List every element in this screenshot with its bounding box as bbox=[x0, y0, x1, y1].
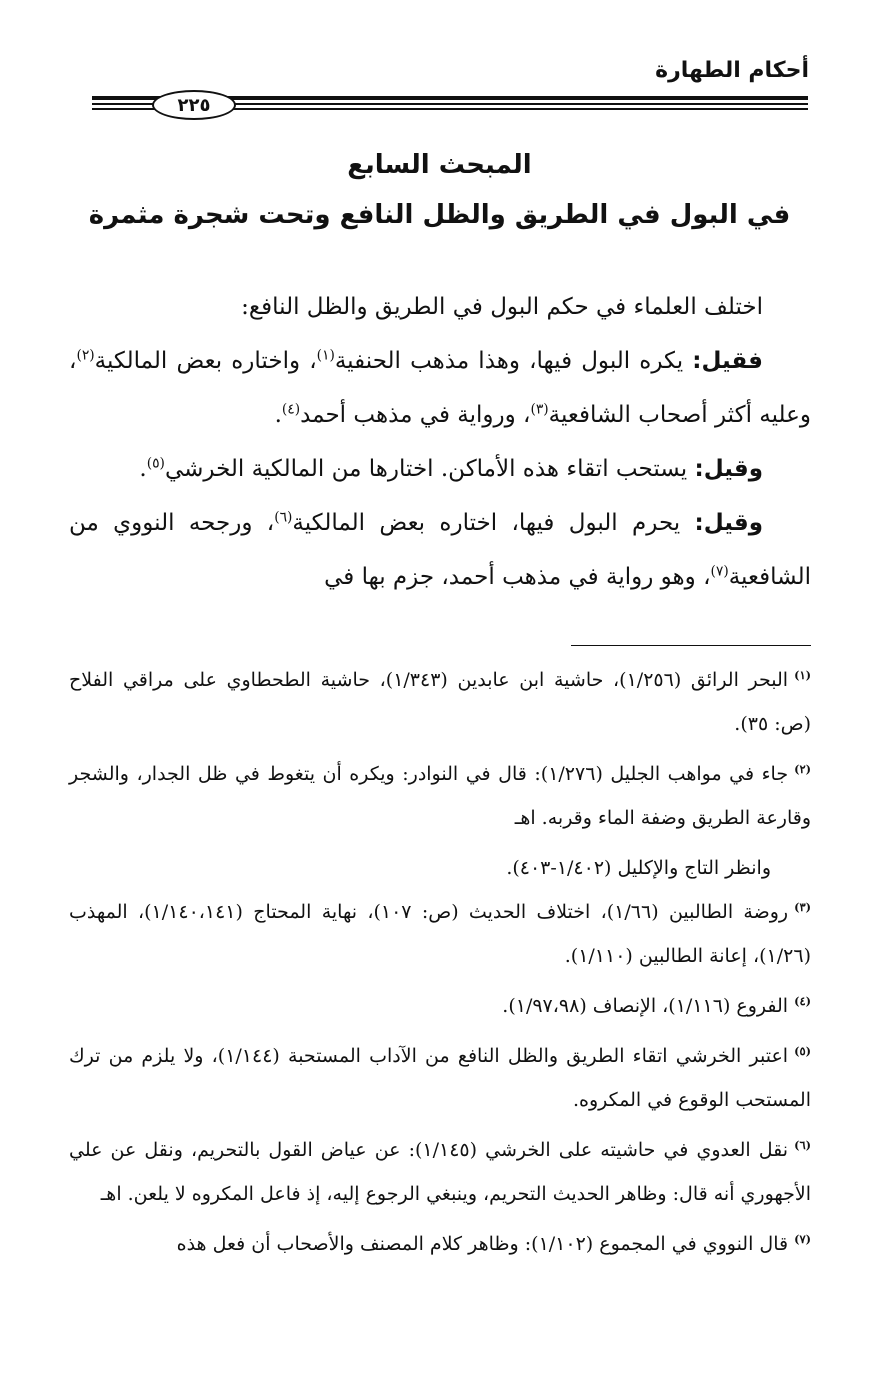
footnote-number: (٣) bbox=[794, 899, 811, 914]
footnote-number: (٤) bbox=[794, 993, 811, 1008]
body-text bbox=[69, 280, 811, 604]
opinion-one-text-d: ، ورواية في مذهب أحمد bbox=[300, 402, 531, 428]
opinion-one-paragraph bbox=[69, 334, 811, 442]
footnote-number: (٧) bbox=[794, 1231, 811, 1246]
footnote-5 bbox=[69, 1034, 811, 1122]
opinion-one-text-a: يكره البول فيها، وهذا مذهب الحنفية bbox=[334, 348, 693, 374]
running-title: أحكام الطهارة bbox=[655, 58, 809, 83]
footnote-text: روضة الطالبين (١/٦٦)، اختلاف الحديث (ص: ١٠٧)، نهاية المحتاج (١/١٤٠،١٤١)، المهذب (١/٢٦)، إعانة الطالبين (١/١١٠). bbox=[69, 901, 811, 967]
footnote-number: (١) bbox=[794, 667, 811, 682]
opinion-two-paragraph bbox=[69, 442, 811, 496]
footnote-2-continuation: وانظر التاج والإكليل (١/٤٠٢-٤٠٣). bbox=[506, 857, 771, 879]
footnote-separator bbox=[571, 645, 811, 646]
section-number-title: المبحث السابع bbox=[347, 150, 532, 180]
opinion-three-text-c: ، وهو رواية في مذهب أحمد، جزم بها في bbox=[324, 564, 711, 590]
opinion-two-text: يستحب اتقاء هذه الأماكن. اختارها من المالكية الخرشي bbox=[164, 456, 695, 482]
opinion-three-text-a: يحرم البول فيها، اختاره بعض المالكية bbox=[292, 510, 695, 536]
footnote-marker: (٢) bbox=[76, 347, 95, 364]
footnote-number: (٥) bbox=[794, 1043, 811, 1058]
footnote-marker: (٤) bbox=[281, 401, 301, 418]
footnote-marker: (٣) bbox=[530, 401, 549, 418]
footnote-text: قال النووي في المجموع (١/١٠٢): وظاهر كلام المصنف والأصحاب أن فعل هذه bbox=[176, 1233, 789, 1255]
footnotes bbox=[69, 658, 811, 1272]
footnote-marker: (١) bbox=[316, 347, 335, 364]
footnote-number: (٢) bbox=[794, 761, 811, 776]
opinion-one-end: . bbox=[274, 402, 282, 428]
opinion-one-text-b: ، واختاره بعض المالكية bbox=[94, 348, 317, 374]
footnote-marker: (٥) bbox=[146, 455, 165, 472]
footnote-text: اعتبر الخرشي اتقاء الطريق والظل النافع من الآداب المستحبة (١/١٤٤)، ولا يلزم من ترك المستحب الوقوع في المكروه. bbox=[69, 1045, 811, 1111]
footnote-text: البحر الرائق (١/٢٥٦)، حاشية ابن عابدين (١/٣٤٣)، حاشية الطحطاوي على مراقي الفلاح (ص: ٣٥). bbox=[69, 669, 811, 735]
footnote-text: الفروع (١/١١٦)، الإنصاف (١/٩٧،٩٨). bbox=[502, 995, 789, 1017]
footnote-3 bbox=[69, 890, 811, 978]
opinion-two-end: . bbox=[139, 456, 147, 482]
footnote-marker: (٦) bbox=[274, 509, 293, 526]
footnote-text: نقل العدوي في حاشيته على الخرشي (١/١٤٥): عن عياض القول بالتحريم، ونقل عن علي الأجهوري أنه قال: وظاهر الحديث التحريم، وينبغي الرجوع إليه، إذ فاعل المكروه لا يلعن. اهـ bbox=[69, 1139, 811, 1205]
opinion-three-paragraph bbox=[69, 496, 811, 604]
footnote-4 bbox=[69, 984, 811, 1028]
footnote-text: جاء في مواهب الجليل (١/٢٧٦): قال في النوادر: ويكره أن يتغوط في ظل الجدار، والشجر وقارعة الطريق وضفة الماء وقربه. اهـ bbox=[69, 763, 811, 829]
opinion-one-text-c: ، وعليه أكثر أصحاب الشافعية bbox=[69, 348, 811, 428]
footnote-7 bbox=[69, 1222, 811, 1266]
footnote-number: (٦) bbox=[794, 1137, 811, 1152]
header-rule bbox=[92, 90, 808, 120]
footnote-1 bbox=[69, 658, 811, 746]
opinion-one-lead: فقيل: bbox=[692, 348, 763, 374]
intro-paragraph: اختلف العلماء في حكم البول في الطريق والظل النافع: bbox=[241, 294, 763, 320]
page-number: ٢٢٥ bbox=[152, 90, 236, 120]
opinion-three-text-b: ، ورجحه النووي من الشافعية bbox=[69, 510, 811, 590]
footnote-marker: (٧) bbox=[710, 563, 729, 580]
opinion-two-lead: وقيل: bbox=[694, 456, 763, 482]
opinion-three-lead: وقيل: bbox=[694, 510, 764, 536]
section-title: في البول في الطريق والظل النافع وتحت شجرة مثمرة bbox=[88, 200, 791, 230]
footnote-2 bbox=[69, 752, 811, 840]
footnote-6 bbox=[69, 1128, 811, 1216]
